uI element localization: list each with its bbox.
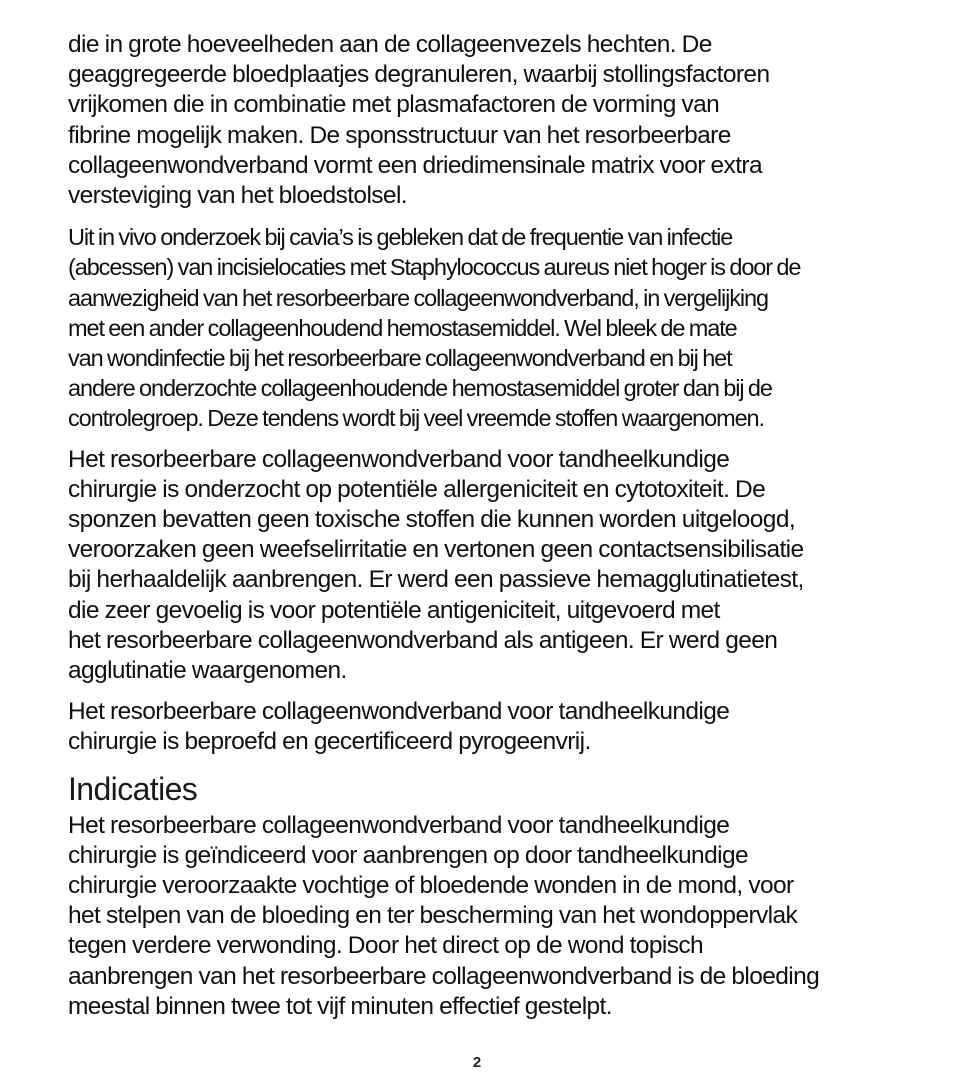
text-line: Het resorbeerbare collageenwondverband voor tandheelkundige — [68, 698, 730, 726]
section-heading: Indicaties — [68, 770, 198, 807]
text-line: chirurgie veroorzaakte vochtige of bloedende wonden in de mond, voor — [68, 872, 794, 900]
text-line: vrijkomen die in combinatie met plasmafactoren de vorming van — [68, 91, 720, 119]
text-line: het resorbeerbare collageenwondverband als antigeen. Er werd geen — [68, 626, 778, 654]
text-line: meestal binnen twee tot vijf minuten effectief gestelpt. — [68, 992, 612, 1020]
text-line: andere onderzochte collageenhoudende hemostasemiddel groter dan bij de — [68, 375, 772, 402]
text-line: collageenwondverband vormt een driedimensinale matrix voor extra — [68, 151, 762, 179]
text-line: tegen verdere verwonding. Door het direct op de wond topisch — [68, 932, 704, 960]
text-line: controlegroep. Deze tendens wordt bij veel vreemde stoffen waargenomen. — [68, 405, 764, 432]
paragraph-indications — [68, 811, 898, 1022]
text-line: chirurgie is geïndiceerd voor aanbrengen op door tandheelkundige — [68, 841, 749, 869]
text-line: die zeer gevoelig is voor potentiële antigeniciteit, uitgevoerd met — [68, 596, 720, 624]
text-line: versteviging van het bloedstolsel. — [68, 182, 408, 210]
paragraph-hemostasis-mechanism — [68, 30, 898, 211]
text-line: aanbrengen van het resorbeerbare collageenwondverband is de bloeding — [68, 962, 820, 990]
text-line: agglutinatie waargenomen. — [68, 657, 347, 685]
text-line: (abcessen) van incisielocaties met Staphylococcus aureus niet hoger is door de — [68, 254, 801, 281]
text-line: sponzen bevatten geen toxische stoffen die kunnen worden uitgeloogd, — [68, 506, 796, 534]
text-line: met een ander collageenhoudend hemostasemiddel. Wel bleek de mate — [68, 314, 737, 341]
text-line: van wondinfectie bij het resorbeerbare collageenwondverband en bij het — [68, 345, 732, 372]
document-page — [68, 30, 898, 1033]
paragraph-infection-study — [68, 222, 898, 433]
page-number: 2 — [472, 1054, 482, 1071]
paragraph-allergenicity-study — [68, 445, 898, 687]
text-line: het stelpen van de bloeding en ter bescherming van het wondoppervlak — [68, 902, 798, 930]
paragraph-pyrogen-free — [68, 697, 898, 757]
text-line: chirurgie is beproefd en gecertificeerd pyrogeenvrij. — [68, 728, 591, 756]
text-line: Het resorbeerbare collageenwondverband voor tandheelkundige — [68, 445, 730, 473]
text-line: Het resorbeerbare collageenwondverband voor tandheelkundige — [68, 811, 730, 839]
text-line: veroorzaken geen weefselirritatie en vertonen geen contactsensibilisatie — [68, 536, 804, 564]
text-line: geaggregeerde bloedplaatjes degranuleren, waarbij stollingsfactoren — [68, 61, 770, 89]
text-line: Uit in vivo onderzoek bij cavia’s is gebleken dat de frequentie van infectie — [68, 224, 733, 251]
text-line: bij herhaaldelijk aanbrengen. Er werd een passieve hemagglutinatietest, — [68, 566, 804, 594]
text-line: chirurgie is onderzocht op potentiële allergeniciteit en cytotoxiteit. De — [68, 475, 766, 503]
text-line: die in grote hoeveelheden aan de collageenvezels hechten. De — [68, 31, 712, 58]
text-line: fibrine mogelijk maken. De sponsstructuur van het resorbeerbare — [68, 121, 731, 149]
text-line: aanwezigheid van het resorbeerbare collageenwondverband, in vergelijking — [68, 284, 768, 311]
